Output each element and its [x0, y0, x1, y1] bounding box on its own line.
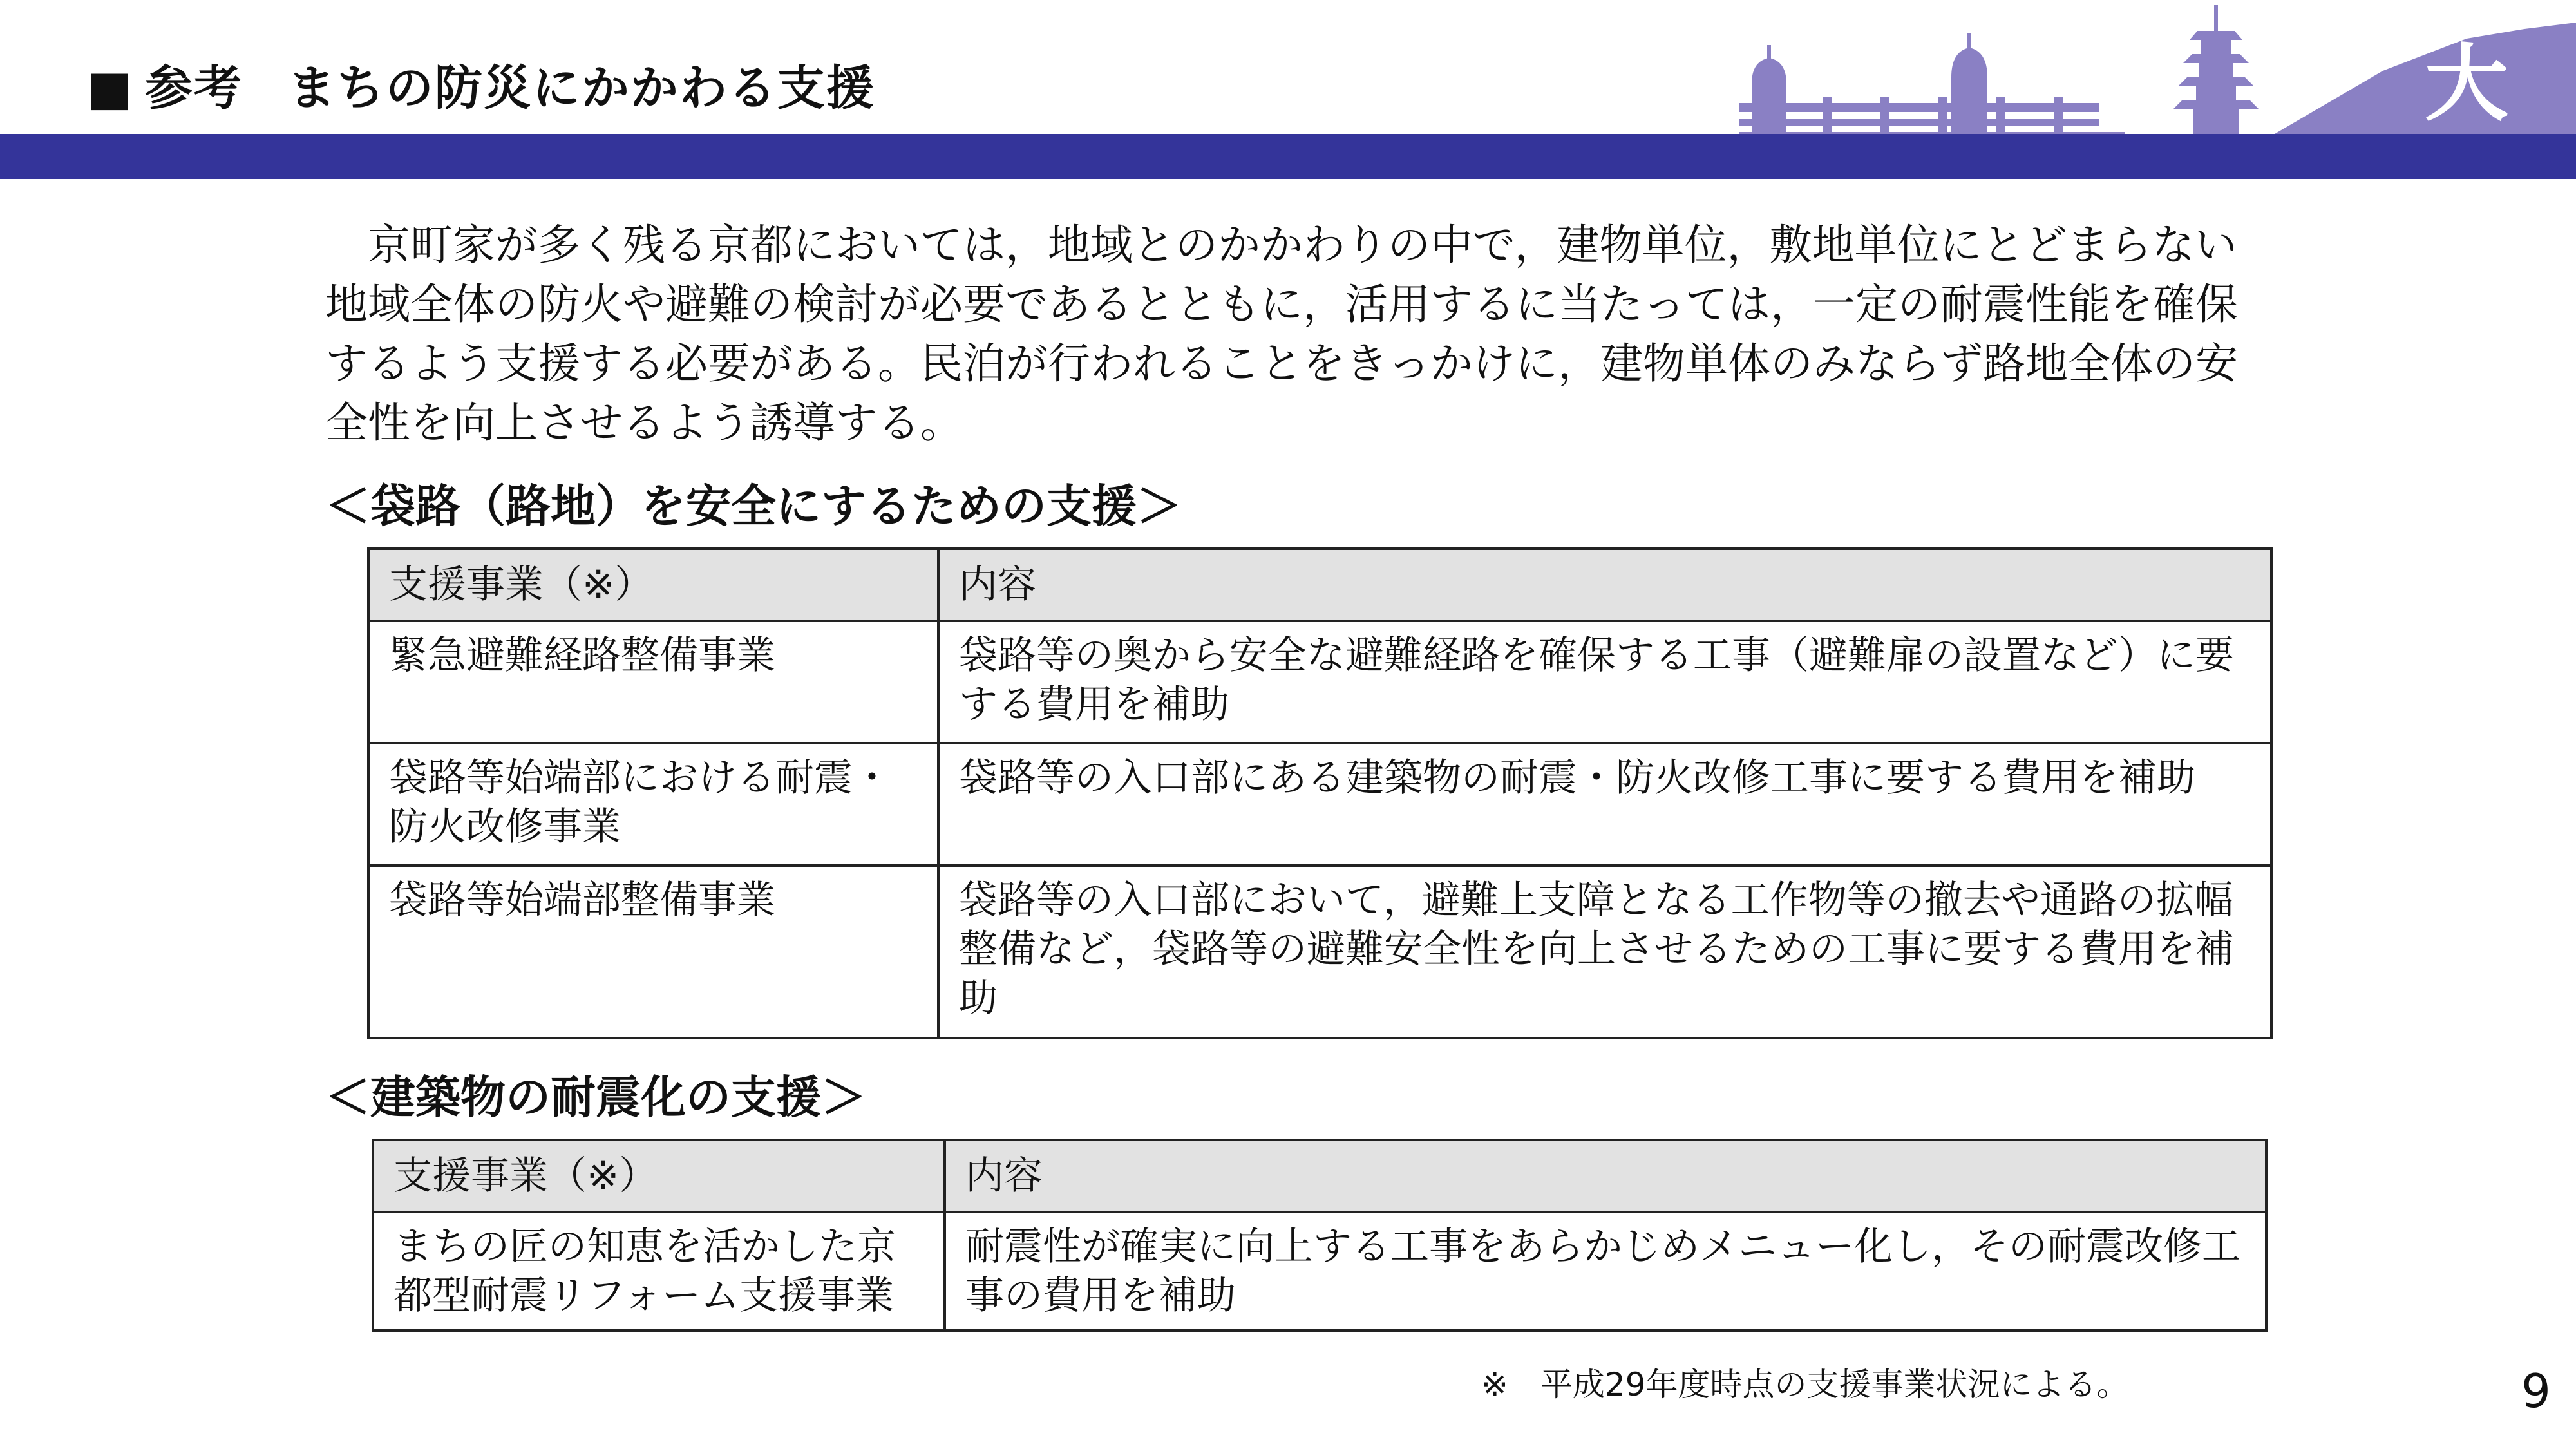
table-row	[368, 743, 2271, 866]
page-number: 9	[2521, 1364, 2551, 1418]
column-header-content: 内容	[945, 1140, 2266, 1212]
table-row	[373, 1212, 2266, 1331]
kyoto-skyline-logo	[1739, 0, 2576, 138]
intro-paragraph	[325, 216, 2244, 453]
column-header-program: 支援事業（※）	[368, 549, 938, 621]
alley-support-table	[367, 547, 2273, 1039]
column-header-content: 内容	[938, 549, 2271, 621]
seismic-support-table	[372, 1139, 2268, 1332]
column-header-program: 支援事業（※）	[373, 1140, 945, 1212]
title-label: 参考	[144, 61, 243, 116]
content-cell: 袋路等の入口部において，避難上支障となる工作物等の撤去や通路の拡幅整備など，袋路等の避難安全性を向上させるための工事に要する費用を補助	[938, 866, 2271, 1038]
content-cell: 耐震性が確実に向上する工事をあらかじめメニュー化し，その耐震改修工事の費用を補助	[945, 1212, 2266, 1331]
program-cell: 袋路等始端部整備事業	[368, 866, 938, 1038]
table-header-row	[373, 1140, 2266, 1212]
program-cell: まちの匠の知恵を活かした京都型耐震リフォーム支援事業	[373, 1212, 945, 1331]
square-bullet-icon: ■	[87, 61, 133, 116]
program-cell: 袋路等始端部における耐震・防火改修事業	[368, 743, 938, 866]
logo-char: 大	[2425, 35, 2509, 133]
table-row	[368, 866, 2271, 1038]
table-header-row	[368, 549, 2271, 621]
content-cell: 袋路等の奥から安全な避難経路を確保する工事（避難扉の設置など）に要する費用を補助	[938, 621, 2271, 743]
section2-heading: ＜建築物の耐震化の支援＞	[325, 1071, 866, 1124]
table-row	[368, 621, 2271, 743]
footnote: ※ 平成29年度時点の支援事業状況による。	[1481, 1366, 2129, 1403]
title-text: まちの防災にかかわる支援	[287, 61, 875, 116]
mountain-shape	[2267, 23, 2576, 138]
bridge-rail	[1739, 103, 2099, 112]
header-band	[0, 134, 2576, 179]
pagoda-shape	[2173, 5, 2259, 138]
content-cell: 袋路等の入口部にある建築物の耐震・防火改修工事に要する費用を補助	[938, 743, 2271, 866]
section1-heading: ＜袋路（路地）を安全にするための支援＞	[325, 480, 1182, 533]
intro-text: 京町家が多く残る京都においては，地域とのかかわりの中で，建物単位，敷地単位にとどまらない地域全体の防火や避難の検討が必要であるとともに，活用するに当たっては，一定の耐震性能を確保するよう支援する必要がある。民泊が行われることをきっかけに，建物単体のみならず路地全体の安全性を向上させるよう誘導する。	[325, 220, 2238, 448]
program-cell: 緊急避難経路整備事業	[368, 621, 938, 743]
page-title	[87, 50, 875, 118]
